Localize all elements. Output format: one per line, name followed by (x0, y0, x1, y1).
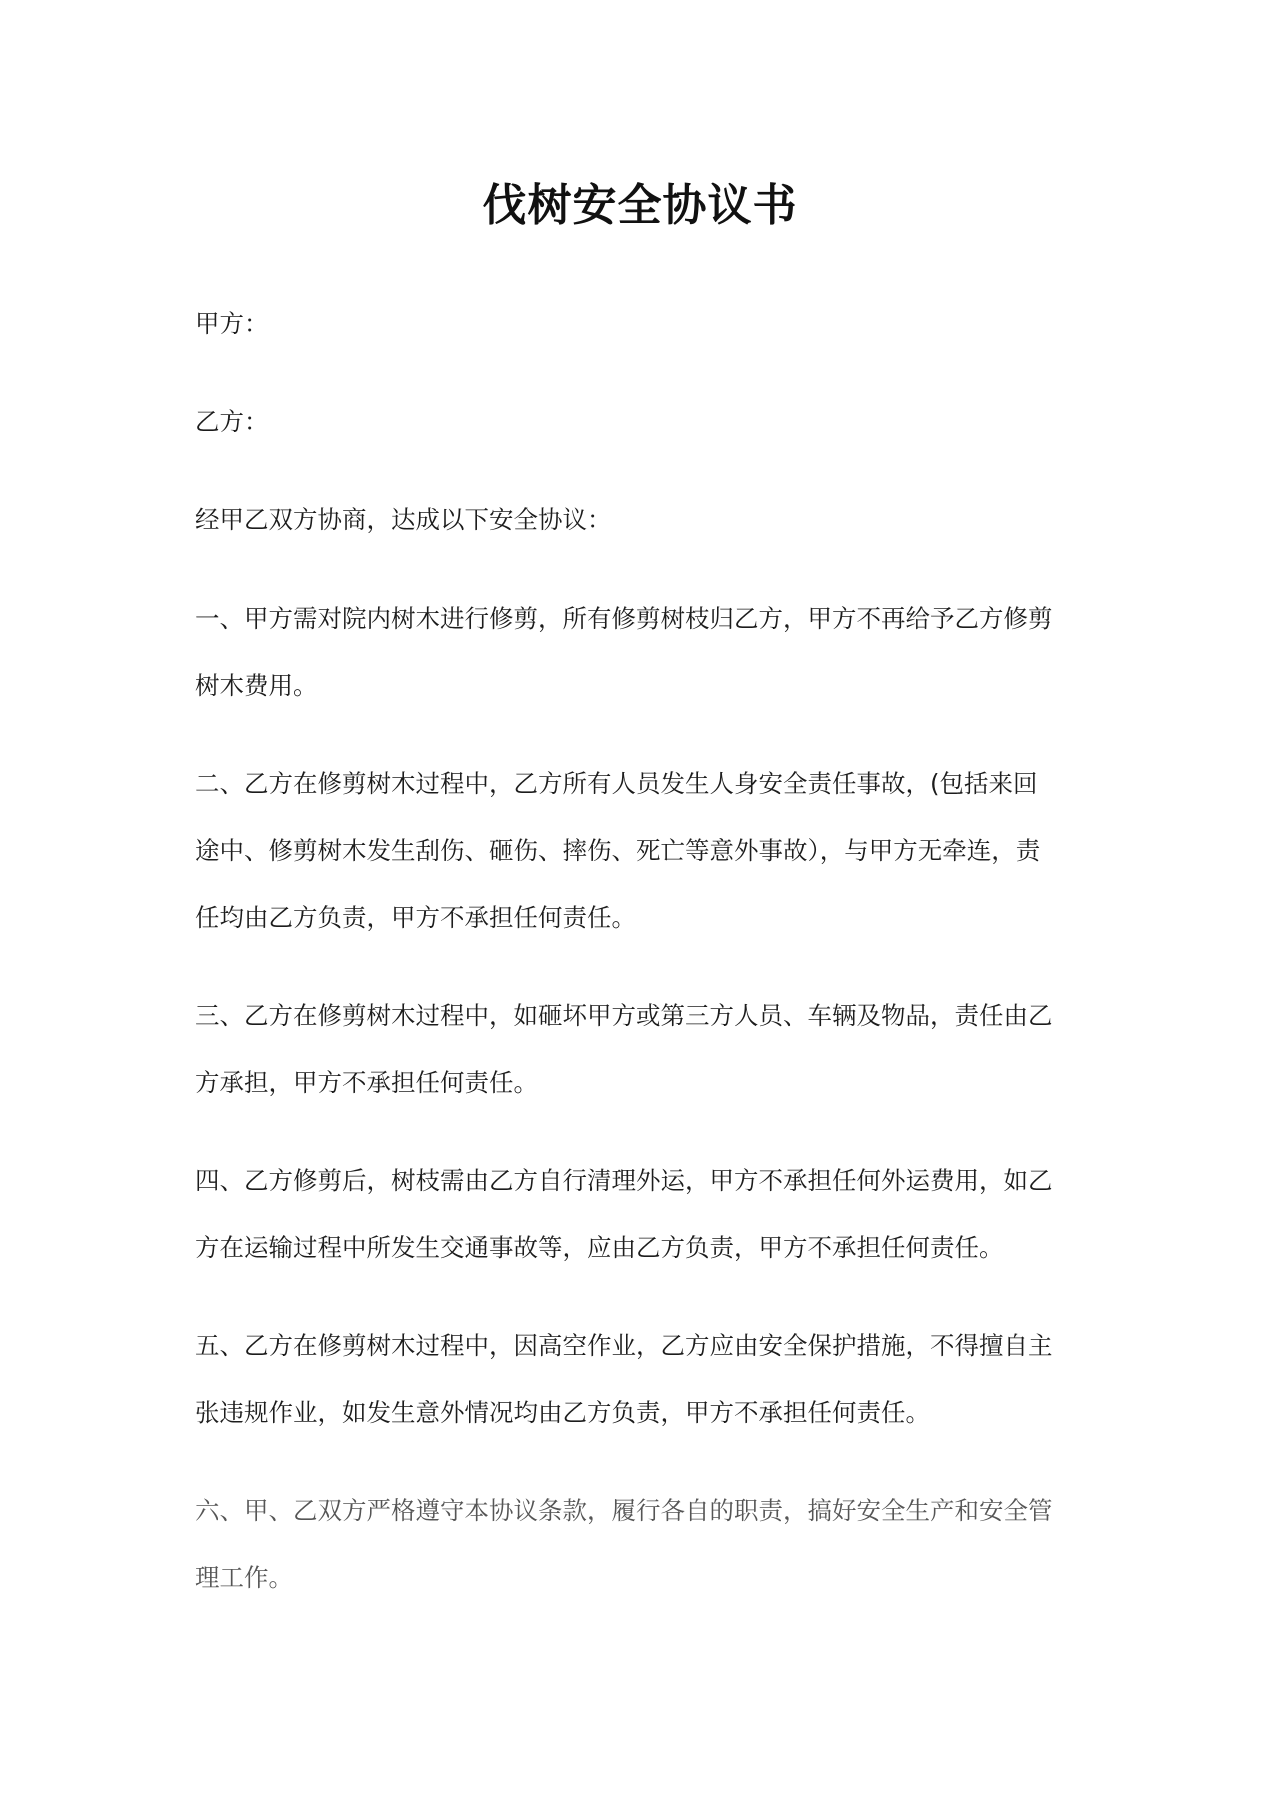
document-body (195, 0, 1095, 1810)
clause-2-line-3: 任均由乙方负责，甲方不承担任何责任。 (195, 903, 636, 932)
clause-5-line-2: 张违规作业，如发生意外情况均由乙方负责，甲方不承担任何责任。 (195, 1398, 930, 1427)
party-b-label: 乙方： (195, 407, 269, 436)
clause-3-line-1: 三、乙方在修剪树木过程中，如砸坏甲方或第三方人员、车辆及物品，责任由乙 (195, 1001, 1053, 1030)
clause-4-line-1: 四、乙方修剪后，树枝需由乙方自行清理外运，甲方不承担任何外运费用，如乙 (195, 1166, 1053, 1195)
clause-6-line-1: 六、甲、乙双方严格遵守本协议条款，履行各自的职责，搞好安全生产和安全管 (195, 1496, 1053, 1525)
clause-1-line-2: 树木费用。 (195, 671, 318, 700)
clause-1-line-1: 一、甲方需对院内树木进行修剪，所有修剪树枝归乙方，甲方不再给予乙方修剪 (195, 604, 1053, 633)
intro-paragraph: 经甲乙双方协商，达成以下安全协议： (195, 505, 612, 534)
clause-2-line-2: 途中、修剪树木发生刮伤、砸伤、摔伤、死亡等意外事故），与甲方无牵连，责 (195, 836, 1041, 865)
document-title: 伐树安全协议书 (482, 180, 798, 231)
party-a-label: 甲方： (195, 309, 269, 338)
clause-6-line-2: 理工作。 (195, 1563, 293, 1592)
clause-4-line-2: 方在运输过程中所发生交通事故等，应由乙方负责，甲方不承担任何责任。 (195, 1233, 1004, 1262)
clause-2-line-1: 二、乙方在修剪树木过程中，乙方所有人员发生人身安全责任事故，(包括来回 (195, 769, 1038, 798)
clause-3-line-2: 方承担，甲方不承担任何责任。 (195, 1068, 538, 1097)
clause-5-line-1: 五、乙方在修剪树木过程中，因高空作业，乙方应由安全保护措施，不得擅自主 (195, 1331, 1053, 1360)
